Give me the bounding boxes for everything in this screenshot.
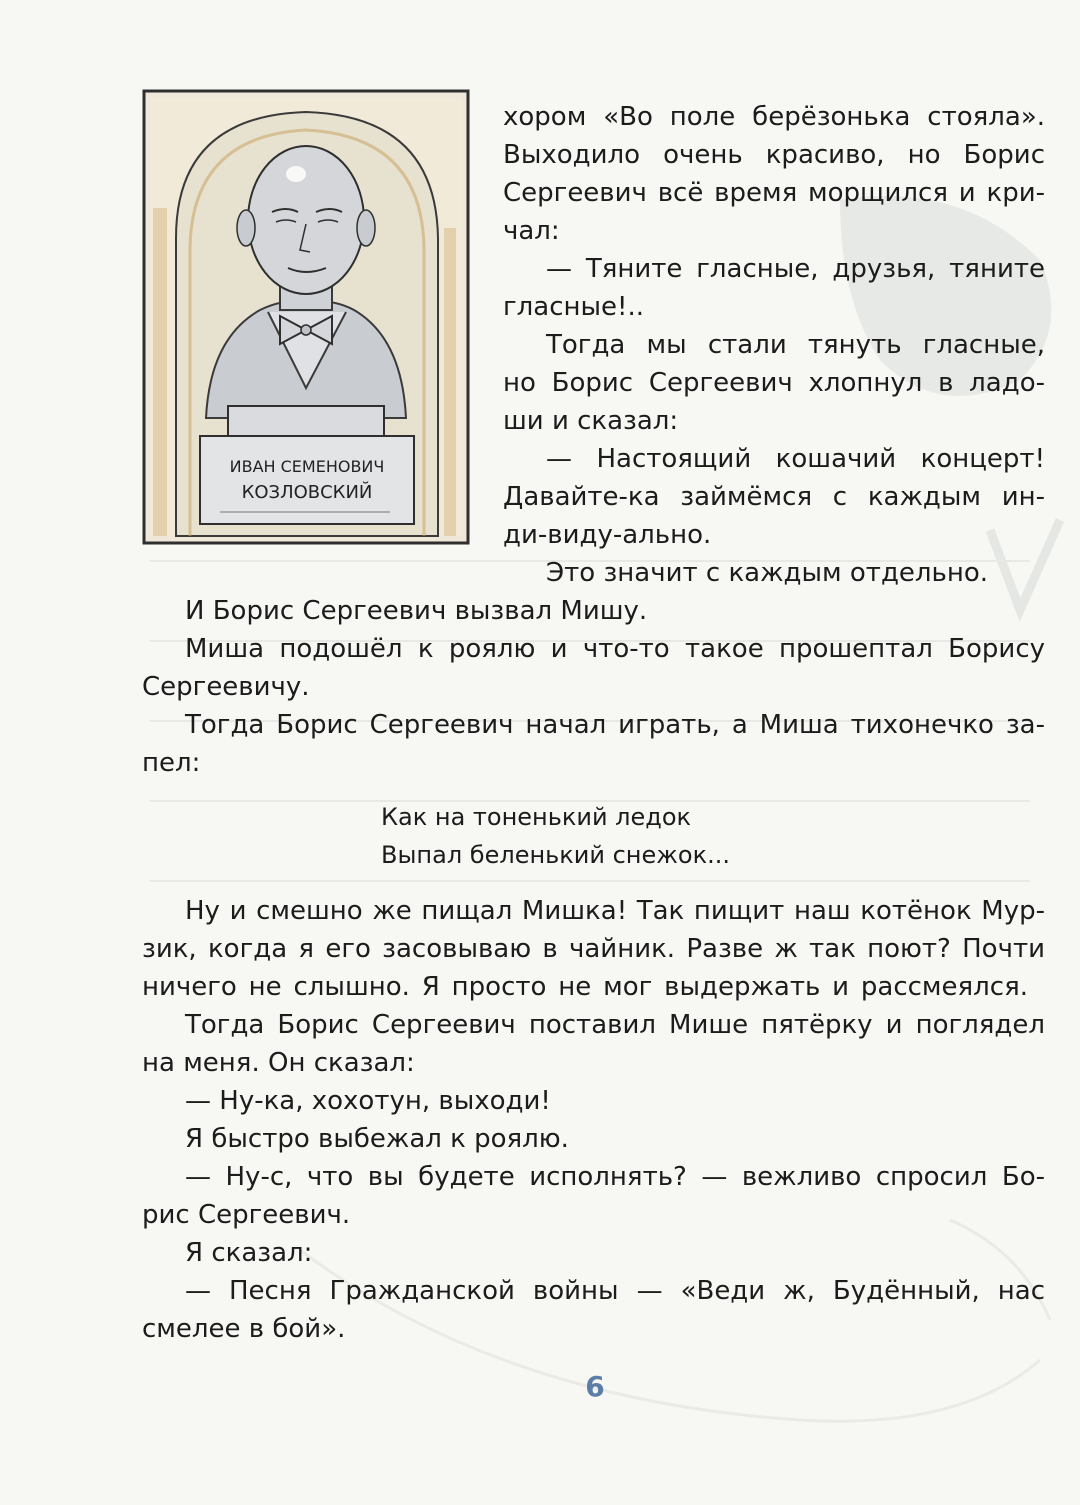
page-number: 6	[585, 1370, 605, 1403]
text-line: гласные!..	[503, 292, 644, 322]
text-line: Давайте-ка займёмся с каждым ин-	[503, 482, 1045, 512]
verse-line: Как на тоненький ледок	[381, 803, 692, 831]
text-line: Ну и смешно же пищал Мишка! Так пищит наш котёнок Мур-	[185, 896, 1045, 926]
text-line: — Ну-с, что вы будете исполнять? — вежливо спросил Бо-	[185, 1162, 1045, 1192]
text-line: ши и сказал:	[503, 406, 679, 436]
text-line: зик, когда я его засовываю в чайник. Разве ж так поют? Почти	[142, 934, 1045, 964]
text-line: — Настоящий кошачий концерт!	[546, 444, 1045, 474]
text-line: Я сказал:	[185, 1238, 313, 1268]
text-line: хором «Во поле берёзонька стояла».	[503, 102, 1045, 132]
text-line: рис Сергеевич.	[142, 1200, 351, 1230]
text-line: Миша подошёл к роялю и что-то такое прошептал Борису	[185, 634, 1045, 664]
text-line: Тогда Борис Сергеевич начал играть, а Миша тихонечко за-	[185, 710, 1045, 740]
text-line: чал:	[503, 216, 560, 246]
text-line: Тогда Борис Сергеевич поставил Мише пятёрку и поглядел	[185, 1010, 1045, 1040]
text-line: пел:	[142, 748, 201, 778]
text-line: И Борис Сергеевич вызвал Мишу.	[185, 596, 648, 626]
text-line: — Песня Гражданской войны — «Веди ж, Будённый, нас	[185, 1276, 1045, 1306]
text-line: ди-виду-ально.	[503, 520, 712, 550]
text-line: Выходило очень красиво, но Борис	[503, 140, 1045, 170]
text-line: Это значит с каждым отдельно.	[546, 558, 989, 588]
text-line: на меня. Он сказал:	[142, 1048, 415, 1078]
bust-illustration	[140, 88, 472, 546]
text-line: Я быстро выбежал к роялю.	[185, 1124, 569, 1154]
text-line: Тогда мы стали тянуть гласные,	[546, 330, 1045, 360]
text-line: — Ну-ка, хохотун, выходи!	[185, 1086, 551, 1116]
text-line: смелее в бой».	[142, 1314, 346, 1344]
text-line: но Борис Сергеевич хлопнул в ладо-	[503, 368, 1045, 398]
text-line: — Тяните гласные, друзья, тяните	[546, 254, 1045, 284]
plaque-text-line2: КОЗЛОВСКИЙ	[241, 482, 373, 503]
plaque-text-line1: ИВАН СЕМЕНОВИЧ	[229, 457, 385, 476]
text-line: Сергеевич всё время морщился и кри-	[503, 178, 1045, 208]
text-line: Сергеевичу.	[142, 672, 310, 702]
verse-line: Выпал беленький снежок...	[381, 841, 730, 869]
text-line: ничего не слышно. Я просто не мог выдержать и рассмеялся.	[142, 972, 1028, 1002]
